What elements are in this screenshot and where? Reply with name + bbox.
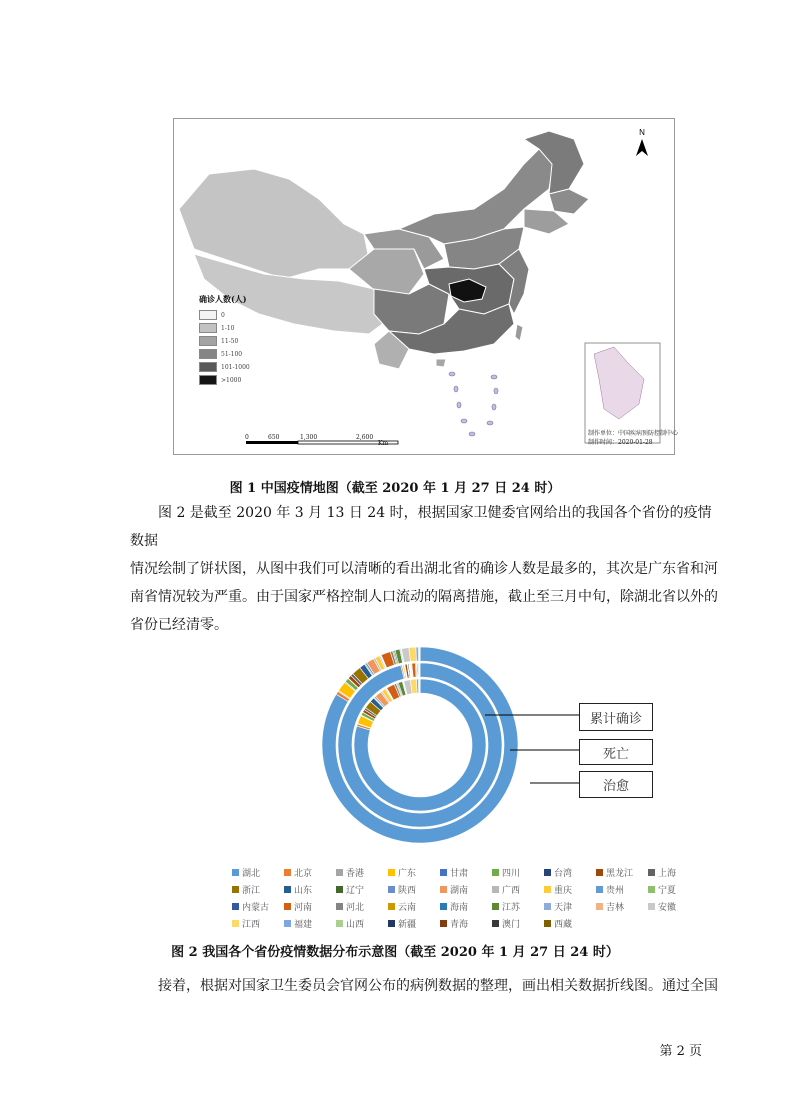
donut-legend-item <box>544 917 572 930</box>
donut-legend-swatch <box>648 886 655 893</box>
donut-legend-swatch <box>544 886 551 893</box>
donut-legend-swatch <box>596 869 603 876</box>
donut-slice <box>409 647 417 661</box>
paragraph-2 <box>130 972 720 1000</box>
paragraph-1-line-1: 图 2 是截至 2020 年 3 月 13 日 24 时，根据国家卫健委官网给出的我国各个省份的疫情数据 <box>130 505 712 549</box>
donut-legend-label: 广西 <box>502 886 521 896</box>
donut-legend-item <box>596 866 633 879</box>
map-legend-swatch <box>199 310 217 320</box>
donut-legend-item <box>284 866 312 879</box>
donut-legend-swatch <box>388 903 395 910</box>
donut-legend-item <box>232 866 260 879</box>
donut-legend-swatch <box>336 886 343 893</box>
map-credit-1: 制作单位：中国疾病预防控制中心 <box>588 430 679 437</box>
donut-legend-label: 台湾 <box>554 869 573 879</box>
donut-legend-label: 内蒙古 <box>242 903 270 913</box>
donut-legend-swatch <box>388 869 395 876</box>
donut-legend-label: 西藏 <box>554 920 573 930</box>
map-legend-item <box>199 362 250 372</box>
donut-legend-swatch <box>440 886 447 893</box>
donut-legend-label: 新疆 <box>398 920 417 930</box>
region-hainan <box>436 359 446 367</box>
donut-legend-swatch <box>284 886 291 893</box>
donut-legend-item <box>492 883 520 896</box>
donut-legend-item <box>440 866 468 879</box>
donut-legend-swatch <box>596 886 603 893</box>
donut-legend-label: 黑龙江 <box>606 869 634 879</box>
donut-legend-swatch <box>440 903 447 910</box>
donut-legend-label: 河北 <box>346 903 365 913</box>
donut-legend-swatch <box>284 903 291 910</box>
china-map-figure <box>173 118 675 455</box>
callout-cured: 治愈 <box>579 771 653 798</box>
donut-legend-item <box>648 866 676 879</box>
donut-legend-swatch <box>492 920 499 927</box>
donut-legend-swatch <box>544 869 551 876</box>
scale-unit: Km <box>378 440 389 447</box>
donut-legend-item <box>544 883 572 896</box>
map-legend-label: 101-1000 <box>221 363 250 371</box>
region-taiwan <box>515 324 523 341</box>
donut-legend-item <box>336 917 364 930</box>
callout-confirmed: 累计确诊 <box>579 703 653 731</box>
donut-legend-item <box>492 917 520 930</box>
donut-legend-item <box>388 866 416 879</box>
map-legend-label: >1000 <box>221 376 242 384</box>
map-legend-title: 确诊人数(人) <box>199 294 247 304</box>
donut-legend-swatch <box>492 903 499 910</box>
paragraph-1 <box>130 499 720 639</box>
donut-legend-swatch <box>648 869 655 876</box>
donut-legend-item <box>284 900 312 913</box>
donut-legend-swatch <box>596 903 603 910</box>
donut-legend-item <box>388 917 416 930</box>
donut-legend-label: 辽宁 <box>346 886 365 896</box>
map-legend-item <box>199 375 241 385</box>
north-label: N <box>639 128 645 137</box>
donut-legend-swatch <box>492 886 499 893</box>
scale-bar-left <box>246 441 298 444</box>
map-legend-item <box>199 336 238 346</box>
scale-tick-1: 650 <box>268 434 280 441</box>
donut-legend-swatch <box>284 920 291 927</box>
donut-legend-item <box>336 866 364 879</box>
donut-legend-label: 贵州 <box>606 886 625 896</box>
donut-legend-label: 青海 <box>450 920 469 930</box>
map-legend-label: 1-10 <box>221 324 235 332</box>
donut-legend-swatch <box>232 869 239 876</box>
paragraph-1-line-3: 南省情况较为严重。由于国家严格控制人口流动的隔离措施，截止至三月中旬，除湖北省以外的 <box>130 589 718 605</box>
donut-legend-swatch <box>492 869 499 876</box>
paragraph-2-line-1: 接着，根据对国家卫生委员会官网公布的病例数据的整理，画出相关数据折线图。通过全国 <box>158 978 718 994</box>
south-china-sea-islands <box>449 372 498 436</box>
donut-legend-label: 海南 <box>450 903 469 913</box>
donut-legend-swatch <box>440 920 447 927</box>
donut-legend-label: 澳门 <box>502 920 521 930</box>
map-legend-item <box>199 323 234 333</box>
donut-legend-label: 重庆 <box>554 886 573 896</box>
donut-legend-label: 河南 <box>294 903 313 913</box>
donut-legend-item <box>492 900 520 913</box>
map-legend-swatch <box>199 323 217 333</box>
donut-legend-item <box>284 917 312 930</box>
donut-legend-label: 浙江 <box>242 886 261 896</box>
donut-legend-item <box>648 883 676 896</box>
donut-legend-label: 北京 <box>294 869 313 879</box>
scale-tick-2: 1,300 <box>300 434 318 441</box>
donut-legend-label: 香港 <box>346 869 365 879</box>
region-jilin <box>549 189 589 214</box>
donut-legend-item <box>388 883 416 896</box>
donut-legend-label: 四川 <box>502 869 521 879</box>
donut-legend-label: 吉林 <box>606 903 625 913</box>
donut-legend-label: 云南 <box>398 903 417 913</box>
donut-legend-item <box>544 900 572 913</box>
china-map-svg <box>174 119 674 454</box>
region-liaoning <box>524 209 569 234</box>
donut-legend-item <box>440 900 468 913</box>
scale-tick-0: 0 <box>245 434 249 441</box>
map-legend-label: 0 <box>221 311 225 319</box>
donut-legend-swatch <box>232 903 239 910</box>
figure-2-caption: 图 2 我国各个省份疫情数据分布示意图（截至 2020 年 1 月 27 日 24 时） <box>171 945 619 960</box>
donut-legend-swatch <box>336 920 343 927</box>
donut-legend-swatch <box>232 886 239 893</box>
donut-legend-swatch <box>544 903 551 910</box>
donut-legend-label: 江苏 <box>502 903 521 913</box>
donut-legend-item <box>440 917 468 930</box>
donut-legend-item <box>596 900 624 913</box>
donut-legend-label: 天津 <box>554 903 573 913</box>
donut-legend-label: 陕西 <box>398 886 417 896</box>
donut-legend-item <box>232 883 260 896</box>
donut-legend-label: 湖北 <box>242 869 261 879</box>
paragraph-1-line-4: 省份已经清零。 <box>130 617 228 633</box>
donut-legend-swatch <box>440 869 447 876</box>
donut-legend-item <box>336 900 364 913</box>
paragraph-1-line-2: 情况绘制了饼状图，从图中我们可以清晰的看出湖北省的确诊人数是最多的，其次是广东省和河 <box>130 561 718 577</box>
donut-legend-label: 湖南 <box>450 886 469 896</box>
map-legend-item <box>199 310 225 320</box>
donut-legend-label: 上海 <box>658 869 677 879</box>
donut-legend-item <box>596 883 624 896</box>
donut-legend-swatch <box>336 869 343 876</box>
donut-legend-label: 宁夏 <box>658 886 677 896</box>
donut-legend-item <box>232 917 260 930</box>
page-number: 第 2 页 <box>659 1044 702 1059</box>
donut-legend-label: 福建 <box>294 920 313 930</box>
donut-legend-item <box>388 900 416 913</box>
map-legend-swatch <box>199 375 217 385</box>
donut-legend-item <box>284 883 312 896</box>
donut-legend-item <box>492 866 520 879</box>
donut-legend-swatch <box>648 903 655 910</box>
donut-legend-label: 山东 <box>294 886 313 896</box>
donut-legend-label: 广东 <box>398 869 417 879</box>
callout-lines <box>480 700 590 800</box>
donut-legend-item <box>232 900 269 913</box>
map-legend-swatch <box>199 349 217 359</box>
donut-legend-swatch <box>544 920 551 927</box>
donut-legend-item <box>336 883 364 896</box>
map-legend-item <box>199 349 242 359</box>
donut-legend-swatch <box>388 920 395 927</box>
donut-legend-item <box>544 866 572 879</box>
region-inner-mongolia <box>399 149 554 244</box>
donut-legend-label: 安徽 <box>658 903 677 913</box>
scale-tick-3: 2,600 <box>356 434 374 441</box>
map-legend-label: 11-50 <box>221 337 239 345</box>
donut-legend-swatch <box>336 903 343 910</box>
donut-legend-swatch <box>388 886 395 893</box>
donut-legend-item <box>648 900 676 913</box>
map-legend-swatch <box>199 362 217 372</box>
map-legend-label: 51-100 <box>221 350 243 358</box>
map-credit-2: 制作时间：2020-01-28 <box>588 439 653 446</box>
map-legend-swatch <box>199 336 217 346</box>
north-arrow-icon <box>636 139 648 156</box>
donut-legend-label: 甘肃 <box>450 869 469 879</box>
donut-legend-label: 山西 <box>346 920 365 930</box>
figure-1-caption: 图 1 中国疫情地图（截至 2020 年 1 月 27 日 24 时） <box>229 481 561 496</box>
donut-legend-swatch <box>284 869 291 876</box>
donut-legend-label: 江西 <box>242 920 261 930</box>
callout-death: 死亡 <box>579 739 653 765</box>
donut-legend-swatch <box>232 920 239 927</box>
donut-legend-item <box>440 883 468 896</box>
